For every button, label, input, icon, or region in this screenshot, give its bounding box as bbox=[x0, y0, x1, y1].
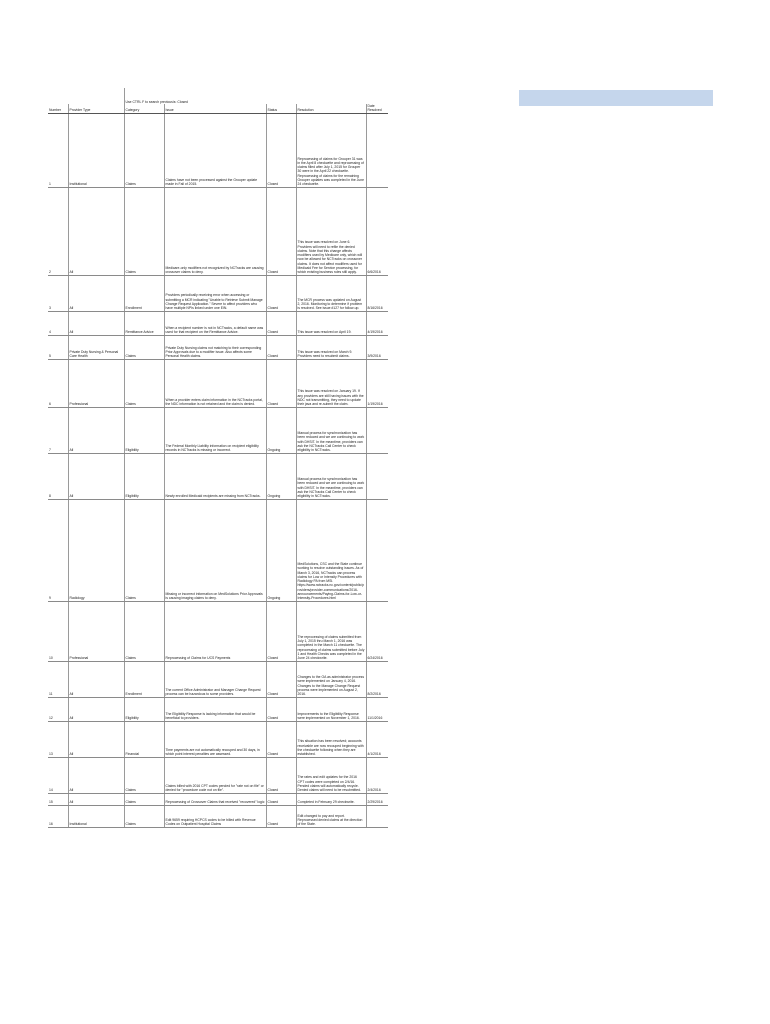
cell-resolution[interactable]: Improvements to the Eligibility Response were implemented on November 1, 2016. bbox=[296, 697, 366, 721]
cell-date-resolved[interactable] bbox=[366, 113, 388, 187]
cell-number[interactable]: 10 bbox=[48, 601, 68, 661]
cell-date-resolved[interactable]: 8/16/2016 bbox=[366, 275, 388, 311]
cell-date-resolved[interactable]: 2/4/2016 bbox=[366, 757, 388, 793]
cell-date-resolved[interactable]: 4/19/2016 bbox=[366, 311, 388, 335]
cell-provider-type[interactable]: All bbox=[68, 187, 124, 275]
cell-status[interactable]: Closed bbox=[266, 335, 296, 359]
table-row bbox=[48, 757, 388, 793]
table-row bbox=[48, 187, 388, 275]
cell-issue[interactable]: The Federal Monthly Liability information on recipient eligibility records in NCTracks is missing or incorrect. bbox=[164, 407, 266, 453]
cell-resolution[interactable]: MedSolutions, CSC and the State continue working to resolve outstanding issues. As of March 3, 2016, NCTracks can process claims for Low or Intensity Procedures with Radiology PA from MSI. https://www.nctracks.nc.gov/content/public/providers/provider-communications/2016-announcements/Paying-Claims-for-Low-or-Intensity-Procedures.html bbox=[296, 499, 366, 601]
issues-table bbox=[48, 88, 388, 828]
cell-status[interactable]: Closed bbox=[266, 359, 296, 407]
table-row bbox=[48, 335, 388, 359]
cell-resolution[interactable]: Reprocessing of claims for Grouper 31 was in the April 8 checkwrite and reprocessing of claims filled after July 1, 2015 for Grouper 30 were in the April 22 checkwrite. Reprocessing of claims for the remaining Grouper updates was completed in the June 24 checkwrite. bbox=[296, 113, 366, 187]
cell-category[interactable]: Enrollment bbox=[124, 661, 164, 697]
cell-category[interactable]: Eligibility bbox=[124, 453, 164, 499]
cell-number[interactable]: 16 bbox=[48, 805, 68, 827]
cell-issue[interactable]: Edit 9659 requiring HCPCS codes to be billed with Revenue Codes on Outpatient Hospital Claims bbox=[164, 805, 266, 827]
column-header-number[interactable]: Number bbox=[48, 104, 68, 113]
cell-category[interactable]: Claims bbox=[124, 601, 164, 661]
cell-number[interactable]: 6 bbox=[48, 359, 68, 407]
table-body bbox=[48, 113, 388, 827]
cell-date-resolved[interactable]: 8/2/2016 bbox=[366, 661, 388, 697]
cell-number[interactable]: 1 bbox=[48, 113, 68, 187]
column-header-issue[interactable]: Issue bbox=[164, 104, 266, 113]
cell-status[interactable]: Closed bbox=[266, 697, 296, 721]
cell-status[interactable]: Closed bbox=[266, 661, 296, 697]
cell-status[interactable]: Closed bbox=[266, 311, 296, 335]
cell-issue[interactable]: The current Office Administrator and Manager Change Request process can be hazardous to some providers. bbox=[164, 661, 266, 697]
header-row bbox=[48, 104, 388, 113]
spreadsheet bbox=[48, 88, 383, 828]
cell-status[interactable]: Closed bbox=[266, 187, 296, 275]
table-row bbox=[48, 661, 388, 697]
cell-provider-type[interactable]: All bbox=[68, 453, 124, 499]
cell-issue[interactable]: Private Duty Nursing claims not matching to their corresponding Prior Approvals due to a modifier issue. Also affects some Personal Health claims. bbox=[164, 335, 266, 359]
cell-date-resolved[interactable]: 4/1/2016 bbox=[366, 721, 388, 757]
cell-status[interactable]: Closed bbox=[266, 757, 296, 793]
cell-category[interactable]: Eligibility bbox=[124, 407, 164, 453]
cell-status[interactable]: Ongoing bbox=[266, 407, 296, 453]
cell-number[interactable]: 2 bbox=[48, 187, 68, 275]
cell-provider-type[interactable]: Professional bbox=[68, 359, 124, 407]
cell-date-resolved[interactable]: 6/6/2016 bbox=[366, 187, 388, 275]
cell-status[interactable]: Ongoing bbox=[266, 453, 296, 499]
cell-resolution[interactable]: This issue was resolved on April 19. bbox=[296, 311, 366, 335]
cell-provider-type[interactable]: Institutional bbox=[68, 113, 124, 187]
cell-category[interactable]: Claims bbox=[124, 187, 164, 275]
cell-category[interactable]: Remittance Advice bbox=[124, 311, 164, 335]
table-row bbox=[48, 721, 388, 757]
cell-provider-type[interactable]: Radiology bbox=[68, 499, 124, 601]
table-row bbox=[48, 499, 388, 601]
cell-category[interactable]: Claims bbox=[124, 359, 164, 407]
cell-issue[interactable]: When a provider enters claim information in the NCTracks portal, the NDC information is not retained and the claim is denied. bbox=[164, 359, 266, 407]
cell-provider-type[interactable]: All bbox=[68, 721, 124, 757]
cell-provider-type[interactable]: All bbox=[68, 661, 124, 697]
cell-status[interactable]: Closed bbox=[266, 275, 296, 311]
cell-resolution[interactable]: Completed in February 29 checkwrite. bbox=[296, 793, 366, 805]
table-row bbox=[48, 793, 388, 805]
cell-provider-type[interactable]: All bbox=[68, 275, 124, 311]
cell-number[interactable]: 4 bbox=[48, 311, 68, 335]
cell-category[interactable]: Claims bbox=[124, 793, 164, 805]
cell-category[interactable]: Claims bbox=[124, 805, 164, 827]
cell-resolution[interactable]: The reprocessing of claims submitted from July 1, 2015 thru March 1, 2016 was completed in the March 11 checkwrite. The reprocessing of claims submitted before July 1 and Health Checks was completed in the June 24 checkwrite. bbox=[296, 601, 366, 661]
cell-issue[interactable]: Claims have not been processed against the Grouper update made in Fall of 2015. bbox=[164, 113, 266, 187]
cell-date-resolved[interactable]: 1/19/2016 bbox=[366, 359, 388, 407]
cell-resolution[interactable]: This issue was resolved on June 6. Providers will need to refile the denied claims. Note that this change affects modifiers used by Medicare only, which will now be allowed for NCTracks on crossover claims. It does not affect modifiers used for Medicaid Fee for Service processing, for which existing business rules still apply. bbox=[296, 187, 366, 275]
table-row bbox=[48, 275, 388, 311]
table-row bbox=[48, 113, 388, 187]
cell-resolution[interactable]: Changes to the OA as administrator process were implemented on January 4, 2016. Changes to the Manage Change Request process were implemented on August 2, 2016. bbox=[296, 661, 366, 697]
cell-issue[interactable]: When a recipient number is not in NCTracks, a default name was used for that recipient on the Remittance Advice. bbox=[164, 311, 266, 335]
cell-resolution[interactable]: This situation has been resolved; accounts receivable are now recouped beginning with the checkwrite following when they are established. bbox=[296, 721, 366, 757]
cell-number[interactable]: 5 bbox=[48, 335, 68, 359]
column-header-date-resolved[interactable]: Date Resolved bbox=[366, 104, 388, 113]
column-header-resolution[interactable]: Resolution bbox=[296, 104, 366, 113]
cell-date-resolved[interactable] bbox=[366, 499, 388, 601]
table-row bbox=[48, 453, 388, 499]
cell-date-resolved[interactable]: 6/24/2016 bbox=[366, 601, 388, 661]
cell-provider-type[interactable]: All bbox=[68, 311, 124, 335]
cell-issue[interactable]: Missing or incorrect information on MedSolutions Prior Approvals is causing imaging claims to deny. bbox=[164, 499, 266, 601]
cell-issue[interactable]: The Eligibility Response is lacking information that would be beneficial to providers. bbox=[164, 697, 266, 721]
search-note: Use CTRL F to search previous\s: Closed bbox=[124, 88, 266, 104]
cell-number[interactable]: 8 bbox=[48, 453, 68, 499]
cell-status[interactable]: Closed bbox=[266, 793, 296, 805]
cell-number[interactable]: 15 bbox=[48, 793, 68, 805]
cell-issue[interactable]: Providers periodically receiving error when accessing or submitting a MCR indicating "Unable to Retrieve Submit Manage Change Request Application." Severe to affect providers who have multiple NPIs linked under one EIN. bbox=[164, 275, 266, 311]
cell-date-resolved[interactable]: 3/9/2016 bbox=[366, 335, 388, 359]
cell-date-resolved[interactable] bbox=[366, 805, 388, 827]
cell-number[interactable]: 11 bbox=[48, 661, 68, 697]
cell-category[interactable]: Claims bbox=[124, 757, 164, 793]
cell-issue[interactable]: Reprocessing of Claims for UCS Payments bbox=[164, 601, 266, 661]
cell-status[interactable]: Ongoing bbox=[266, 499, 296, 601]
table-row bbox=[48, 407, 388, 453]
cell-number[interactable]: 12 bbox=[48, 697, 68, 721]
cell-provider-type[interactable]: Professional bbox=[68, 601, 124, 661]
cell-date-resolved[interactable]: 11/1/2016 bbox=[366, 697, 388, 721]
selected-cell-highlight[interactable] bbox=[519, 90, 713, 106]
cell-number[interactable]: 3 bbox=[48, 275, 68, 311]
cell-issue[interactable]: Reprocessing of Crossover Claims that received "recovered" logic bbox=[164, 793, 266, 805]
cell-number[interactable]: 13 bbox=[48, 721, 68, 757]
cell-status[interactable]: Closed bbox=[266, 601, 296, 661]
cell-date-resolved[interactable] bbox=[366, 407, 388, 453]
cell-issue[interactable]: Claims billed with 2016 CPT codes pended for "rate not on file" or denied for "procedure code not on file". bbox=[164, 757, 266, 793]
table-row bbox=[48, 311, 388, 335]
cell-category[interactable]: Claims bbox=[124, 499, 164, 601]
cell-issue[interactable]: Newly enrolled Medicaid recipients are missing from NCTracks. bbox=[164, 453, 266, 499]
cell-category[interactable]: Claims bbox=[124, 335, 164, 359]
column-header-provider-type[interactable]: Provider Type bbox=[68, 104, 124, 113]
cell-provider-type[interactable]: Private Duty Nursing & Personal Care Health bbox=[68, 335, 124, 359]
cell-date-resolved[interactable] bbox=[366, 453, 388, 499]
column-header-status[interactable]: Status bbox=[266, 104, 296, 113]
cell-number[interactable]: 14 bbox=[48, 757, 68, 793]
cell-provider-type[interactable]: All bbox=[68, 793, 124, 805]
cell-status[interactable]: Closed bbox=[266, 113, 296, 187]
cell-status[interactable]: Closed bbox=[266, 721, 296, 757]
cell-resolution[interactable]: Edit changed to pay and report. Reprocessed denied claims at the direction of the State. bbox=[296, 805, 366, 827]
cell-resolution[interactable]: The MCR process was updated on August 2, 2016. Monitoring to determine if problem is resolved. See issue #127 for follow-up. bbox=[296, 275, 366, 311]
cell-number[interactable]: 9 bbox=[48, 499, 68, 601]
cell-provider-type[interactable]: All bbox=[68, 697, 124, 721]
cell-resolution[interactable]: The rates and edit updates for the 2016 CPT codes were completed on 2/4/16. Pended claims will automatically recycle. Denied claims will need to be resubmitted. bbox=[296, 757, 366, 793]
cell-category[interactable]: Financial bbox=[124, 721, 164, 757]
cell-issue[interactable]: Time payments are not automatically recouped and 30 days, in which point interest penalties are assessed. bbox=[164, 721, 266, 757]
cell-category[interactable]: Claims bbox=[124, 113, 164, 187]
cell-resolution[interactable]: Manual process for synchronization has been reduced and we are continuing to work with DHSIT. In the meantime, providers can ask the NCTracks Call Center to check eligibility in NCTracks. bbox=[296, 407, 366, 453]
cell-category[interactable]: Enrollment bbox=[124, 275, 164, 311]
cell-category[interactable]: Eligibility bbox=[124, 697, 164, 721]
cell-number[interactable]: 7 bbox=[48, 407, 68, 453]
cell-resolution[interactable]: This issue was resolved on January 19. If any providers are still having issues with the NDC not transmitting, they need to update their java and re-submit the claim. bbox=[296, 359, 366, 407]
cell-issue[interactable]: Medicare-only modifiers not recognized by NCTracks are causing crossover claims to deny. bbox=[164, 187, 266, 275]
cell-resolution[interactable]: This issue was resolved on March 9. Providers need to resubmit claims. bbox=[296, 335, 366, 359]
cell-provider-type[interactable]: Institutional bbox=[68, 805, 124, 827]
cell-provider-type[interactable]: All bbox=[68, 757, 124, 793]
cell-date-resolved[interactable]: 2/29/2016 bbox=[366, 793, 388, 805]
table-row bbox=[48, 601, 388, 661]
column-header-category[interactable]: Category bbox=[124, 104, 164, 113]
cell-resolution[interactable]: Manual process for synchronization has been reduced and we are continuing to work with DHSIT. In the meantime, providers can ask the NCTracks Call Center to check eligibility in NCTracks. bbox=[296, 453, 366, 499]
table-row bbox=[48, 805, 388, 827]
table-row bbox=[48, 697, 388, 721]
table-row bbox=[48, 359, 388, 407]
cell-provider-type[interactable]: All bbox=[68, 407, 124, 453]
cell-status[interactable]: Closed bbox=[266, 805, 296, 827]
